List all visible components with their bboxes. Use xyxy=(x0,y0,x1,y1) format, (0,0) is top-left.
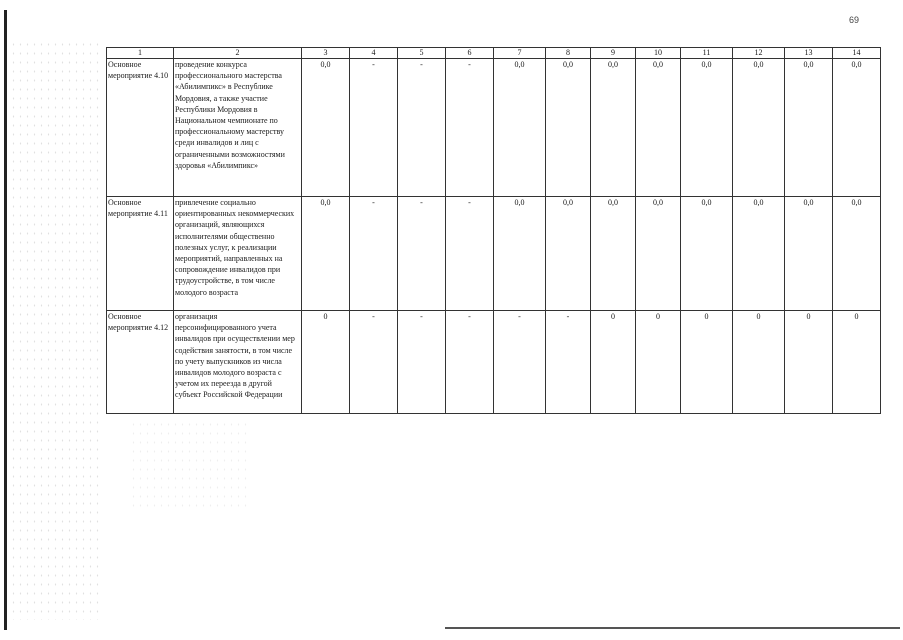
data-table xyxy=(106,47,881,414)
value-cell: 0 xyxy=(733,311,785,414)
page-number: 69 xyxy=(849,15,860,25)
scan-noise-center xyxy=(130,420,250,510)
value-cell: - xyxy=(546,311,591,414)
value-cell: - xyxy=(350,59,398,197)
value-cell: 0 xyxy=(591,311,636,414)
value-cell: 0,0 xyxy=(591,197,636,311)
value-cell: 0,0 xyxy=(494,59,546,197)
header-cell: 10 xyxy=(636,48,681,59)
value-cell: - xyxy=(446,59,494,197)
table-row xyxy=(107,59,881,197)
value-cell: - xyxy=(398,197,446,311)
value-cell: 0,0 xyxy=(302,197,350,311)
header-cell: 5 xyxy=(398,48,446,59)
header-cell: 14 xyxy=(833,48,881,59)
value-cell: 0,0 xyxy=(636,59,681,197)
value-cell: 0,0 xyxy=(785,197,833,311)
value-cell: 0,0 xyxy=(681,197,733,311)
table-row xyxy=(107,197,881,311)
value-cell: 0,0 xyxy=(546,59,591,197)
value-cell: - xyxy=(494,311,546,414)
header-cell: 13 xyxy=(785,48,833,59)
scan-margin-bar xyxy=(4,10,7,630)
scan-noise-left xyxy=(10,40,100,620)
value-cell: 0 xyxy=(636,311,681,414)
value-cell: - xyxy=(398,59,446,197)
header-cell: 12 xyxy=(733,48,785,59)
header-cell: 1 xyxy=(107,48,174,59)
value-cell: 0,0 xyxy=(546,197,591,311)
value-cell: 0,0 xyxy=(681,59,733,197)
header-cell: 4 xyxy=(350,48,398,59)
table-row xyxy=(107,311,881,414)
value-cell: 0,0 xyxy=(833,59,881,197)
activity-name-cell: Основное мероприятие 4.12 xyxy=(107,311,174,414)
value-cell: - xyxy=(350,311,398,414)
value-cell: 0,0 xyxy=(785,59,833,197)
value-cell: - xyxy=(446,311,494,414)
value-cell: 0 xyxy=(833,311,881,414)
bottom-rule xyxy=(445,627,900,629)
activity-name-cell: Основное мероприятие 4.11 xyxy=(107,197,174,311)
value-cell: 0,0 xyxy=(733,59,785,197)
header-cell: 3 xyxy=(302,48,350,59)
value-cell: 0 xyxy=(681,311,733,414)
value-cell: - xyxy=(446,197,494,311)
activity-name-cell: Основное мероприятие 4.10 xyxy=(107,59,174,197)
activity-description-cell: организация персонифицированного учета инвалидов при осуществлении мер содействия занятости, в том числе по учету выпускников из числа инвалидов молодого возраста с учетом их переезда в другой субъект Российской Федерации xyxy=(174,311,302,414)
value-cell: 0,0 xyxy=(733,197,785,311)
value-cell: 0,0 xyxy=(833,197,881,311)
value-cell: 0,0 xyxy=(302,59,350,197)
value-cell: 0,0 xyxy=(591,59,636,197)
header-cell: 7 xyxy=(494,48,546,59)
header-cell: 2 xyxy=(174,48,302,59)
header-cell: 6 xyxy=(446,48,494,59)
value-cell: 0,0 xyxy=(636,197,681,311)
header-cell: 11 xyxy=(681,48,733,59)
header-cell: 9 xyxy=(591,48,636,59)
value-cell: 0 xyxy=(302,311,350,414)
header-cell: 8 xyxy=(546,48,591,59)
value-cell: 0 xyxy=(785,311,833,414)
value-cell: - xyxy=(350,197,398,311)
header-row xyxy=(107,48,881,59)
value-cell: - xyxy=(398,311,446,414)
activity-description-cell: проведение конкурса профессионального мастерства «Абилимпикс» в Республике Мордовия, а также участие Республики Мордовия в Национальном чемпионате по профессиональному мастерству среди инвалидов и лиц с ограниченными возможностями здоровья «Абилимпикс» xyxy=(174,59,302,197)
activity-description-cell: привлечение социально ориентированных некоммерческих организаций, являющихся исполнителями общественно полезных услуг, к реализации мероприятий, направленных на сопровождение инвалидов при трудоустройстве, в том числе молодого возраста xyxy=(174,197,302,311)
value-cell: 0,0 xyxy=(494,197,546,311)
